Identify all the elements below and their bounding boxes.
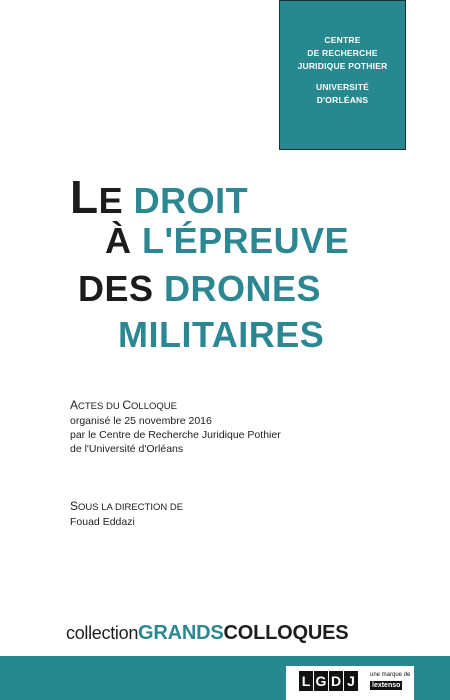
title-a: À [105, 220, 132, 261]
director-name: Fouad Eddazi [70, 516, 135, 528]
title-droit: DROIT [133, 180, 249, 221]
collection-word: collection [66, 623, 139, 643]
institution-line-2: DE RECHERCHE [307, 48, 378, 58]
direction-block [70, 499, 183, 529]
title-militaires: MILITAIRES [118, 314, 325, 355]
lextenso-brand: lextenso [372, 682, 401, 689]
title-le-initial: L [70, 171, 99, 223]
actes-heading: ACTES DU COLLOQUE [70, 398, 177, 412]
institution-line-5: D'ORLÉANS [316, 95, 369, 105]
collection-colloques: COLLOQUES [223, 622, 349, 644]
lextenso-tagline: une marque de [370, 672, 411, 678]
title-epreuve: L'ÉPREUVE [142, 220, 350, 261]
collection-label [66, 622, 348, 645]
lextenso-mark [370, 672, 410, 690]
institution-block [279, 0, 406, 150]
lgdj-letter-d: D [330, 673, 342, 689]
lgdj-letter-j: J [344, 671, 358, 691]
title-le-rest: E [98, 180, 124, 221]
title-line-4 [118, 315, 324, 355]
lgdj-letter-l: L [299, 671, 313, 691]
institution-line-3: JURIDIQUE POTHIER [297, 61, 388, 71]
title-line-3 [78, 269, 321, 309]
title-line-2 [105, 221, 349, 261]
title-drones: DRONES [164, 268, 322, 309]
title-des: DES [78, 268, 154, 309]
title-line-1 [70, 171, 249, 223]
actes-line-1: organisé le 25 novembre 2016 [70, 415, 212, 427]
actes-block [70, 398, 281, 456]
collection-grands: GRANDS [138, 622, 224, 644]
direction-heading: SOUS LA DIRECTION DE [70, 499, 184, 513]
lgdj-logo [299, 671, 358, 691]
institution-line-1: CENTRE [324, 35, 361, 45]
actes-line-3: de l'Université d'Orléans [70, 443, 184, 455]
actes-line-2: par le Centre de Recherche Juridique Pothier [70, 429, 281, 441]
lgdj-letter-g: G [315, 673, 327, 689]
institution-line-4: UNIVERSITÉ [315, 82, 369, 92]
